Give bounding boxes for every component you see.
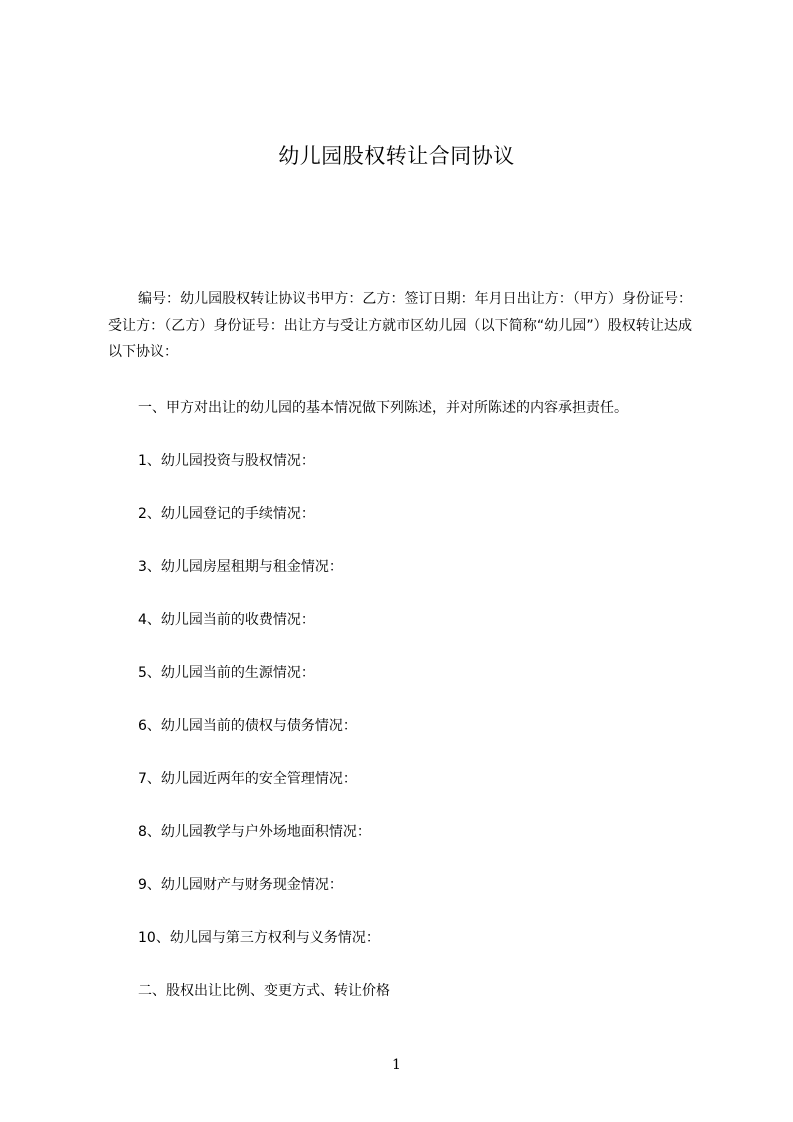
list-item-8: 8、幼儿园教学与户外场地面积情况：	[138, 824, 371, 840]
list-item-7: 7、幼儿园近两年的安全管理情况：	[138, 771, 357, 787]
list-item-5: 5、幼儿园当前的生源情况：	[138, 665, 315, 681]
section-1-heading: 一、甲方对出让的幼儿园的基本情况做下列陈述，并对所陈述的内容承担责任。	[138, 400, 628, 416]
list-item-1: 1、幼儿园投资与股权情况：	[138, 453, 315, 469]
page-number: 1	[392, 1057, 401, 1073]
list-item-4: 4、幼儿园当前的收费情况：	[138, 612, 315, 628]
list-item-9: 9、幼儿园财产与财务现金情况：	[138, 877, 343, 893]
list-item-2: 2、幼儿园登记的手续情况：	[138, 506, 315, 522]
list-item-6: 6、幼儿园当前的债权与债务情况：	[138, 718, 357, 734]
list-item-10: 10、幼儿园与第三方权利与义务情况：	[138, 930, 380, 946]
intro-paragraph: 编号：幼儿园股权转让协议书甲方：乙方：签订日期：年月日出让方：（甲方）身份证号：受让方：（乙方）身份证号：出让方与受让方就市区幼儿园（以下简称“幼儿园”）股权转让达成以下协议：	[108, 291, 692, 360]
section-2-heading: 二、股权出让比例、变更方式、转让价格	[138, 983, 390, 999]
list-item-3: 3、幼儿园房屋租期与租金情况：	[138, 559, 343, 575]
document-title: 幼儿园股权转让合同协议	[278, 144, 515, 168]
